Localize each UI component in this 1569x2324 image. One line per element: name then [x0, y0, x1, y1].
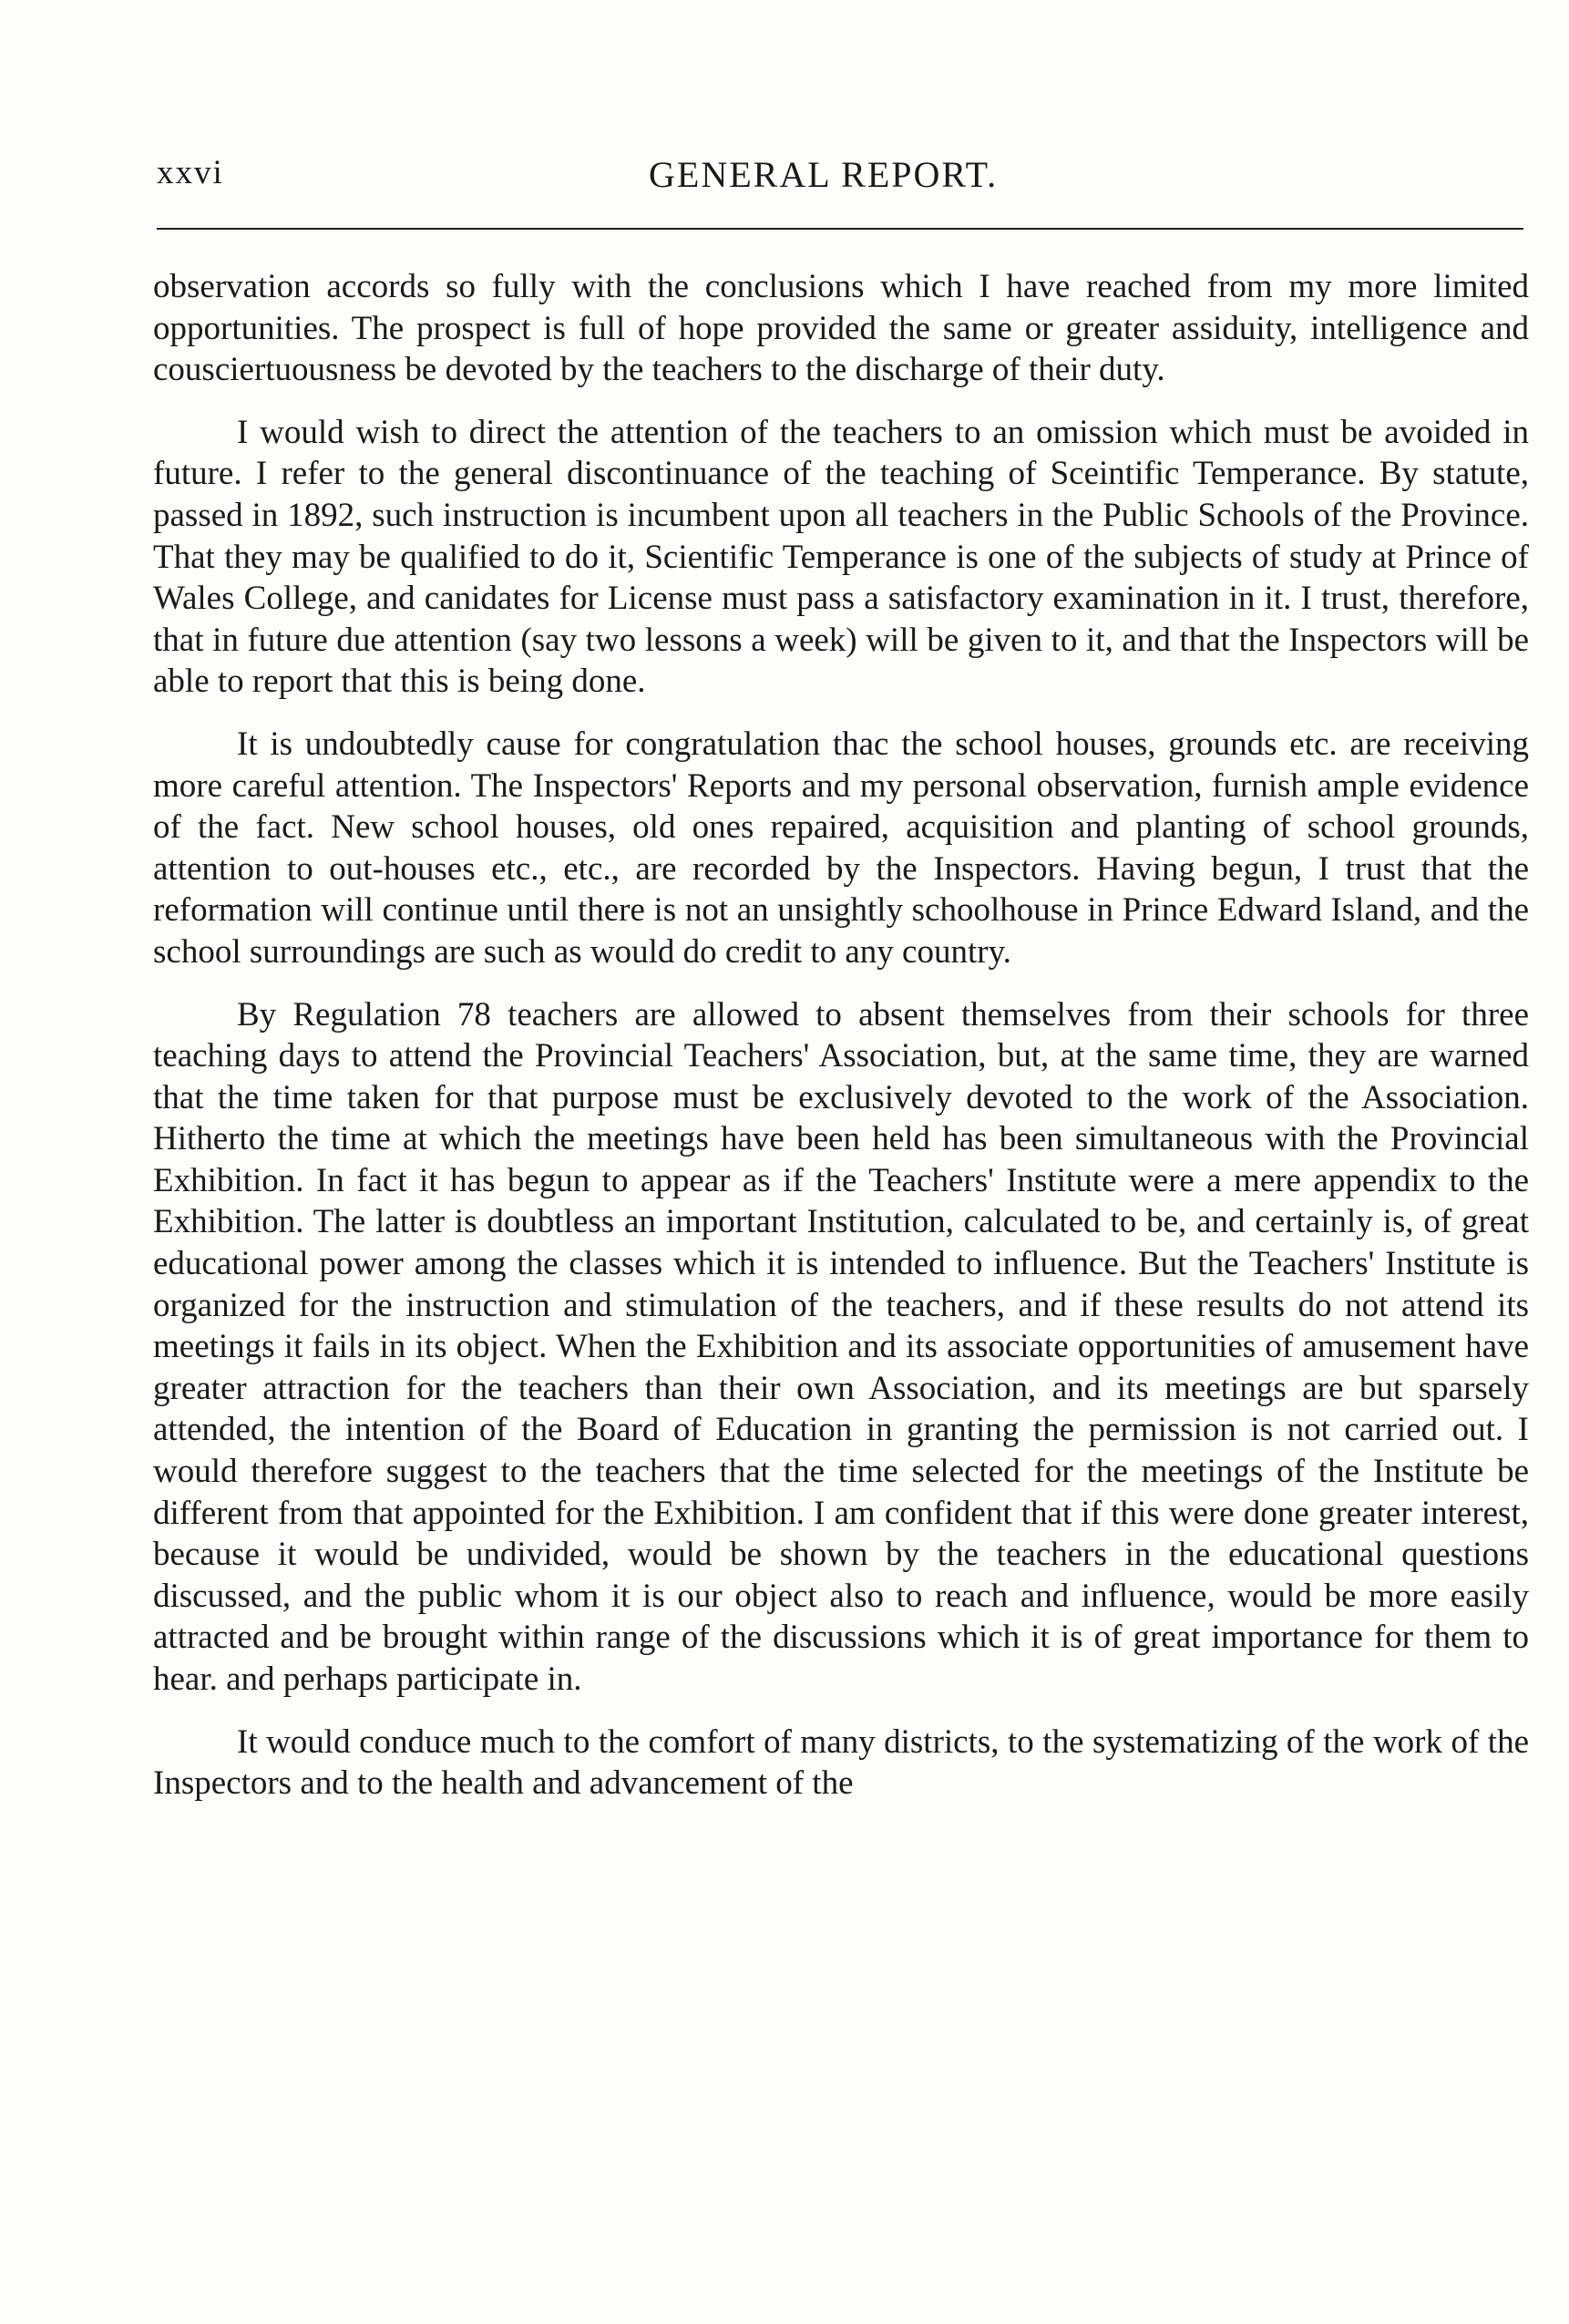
paragraph-teachers-association: By Regulation 78 teachers are allowed to absent themselves from their schools for three teaching days to attend the Provincial Teachers' Association, but, at the same time, they are warned that the time taken for that purpose must be exclusively devoted to the work of the Association. Hitherto the time at which the meetings have been held has been simultaneous with the Provincial Exhibition. In fact it has begun to appear as if the Teachers' Institute were a mere appendix to the Exhibition. The latter is doubtless an important Institution, calculated to be, and certainly is, of great educational power among the classes which it is intended to influence. But the Teachers' Institute is organized for the instruction and stimulation of the teachers, and if these results do not attend its meetings it fails in its object. When the Exhibition and its associate opportunities of amusement have greater attraction for the teachers than their own Association, and its meetings are but sparsely attended, the intention of the Board of Education in granting the permission is not carried out. I would therefore suggest to the teachers that the time selected for the meetings of the Institute be different from that appointed for the Exhibition. I am confident that if this were done greater interest, because it would be undivided, would be shown by the teachers in the educational questions discussed, and the public whom it is our object also to reach and influence, would be more easily attracted and be brought within range of the discussions which it is of great importance for them to hear. and perhaps participate in. — [153, 995, 1529, 1698]
paragraph-continuation: observation accords so fully with the conclusions which I have reached from my more limited opportunities. The prospect is full of hope provided the same or greater assiduity, intelligence and cousciertuousness be devoted by the teachers to the discharge of their duty. — [153, 268, 1529, 389]
page-header — [157, 153, 1523, 208]
body-text — [153, 266, 1529, 1805]
paragraph-districts: It would conduce much to the comfort of many districts, to the systematizing of the work of the Inspectors and to the health and advancement of the — [153, 1722, 1529, 1803]
running-title: GENERAL REPORT. — [649, 154, 999, 195]
page-number: xxvi — [157, 154, 224, 191]
paragraph-temperance: I would wish to direct the attention of the teachers to an omission which must be avoided in future. I refer to the general discontinuance of the teaching of Sceintific Temperance. By statute, passed in 1892, such instruction is incumbent upon all teachers in the Public Schools of the Province. That they may be qualified to do it, Scientific Temperance is one of the subjects of study at Prince of Wales College, and canidates for License must pass a satisfactory examination in it. I trust, therefore, that in future due attention (say two lessons a week) will be given to it, and that the Inspectors will be able to report that this is being done. — [153, 413, 1529, 701]
paragraph-school-houses: It is undoubtedly cause for congratulation thac the school houses, grounds etc. are receiving more careful attention. The Inspectors' Reports and my personal observation, furnish ample evidence of the fact. New school houses, old ones repaired, acquisition and planting of school grounds, attention to out-houses etc., etc., are recorded by the Inspectors. Having begun, I trust that the reformation will continue until there is not an unsightly schoolhouse in Prince Edward Island, and the school surroundings are such as would do credit to any country. — [153, 725, 1529, 971]
header-rule — [157, 228, 1523, 230]
